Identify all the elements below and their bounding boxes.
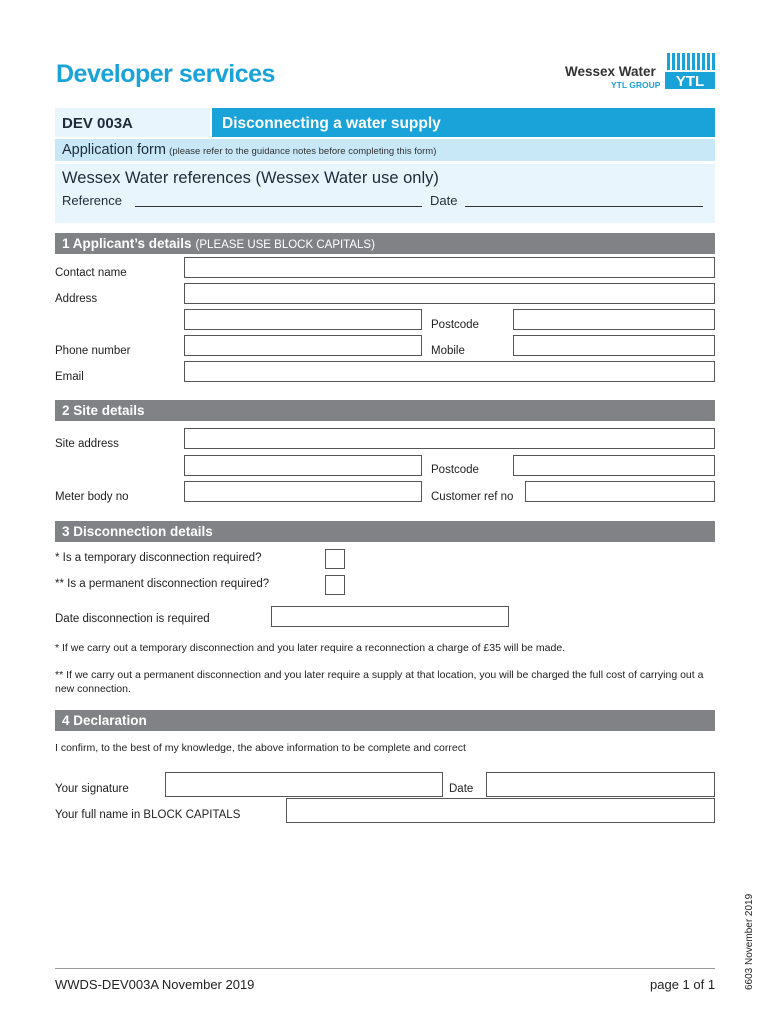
- declaration-date-label: Date: [449, 783, 474, 795]
- form-code: DEV 003A: [55, 108, 210, 137]
- email-label: Email: [55, 371, 84, 383]
- address-label: Address: [55, 293, 98, 305]
- section-1-title: 1 Applicant’s details: [62, 236, 192, 251]
- ref-date-label: Date: [430, 193, 458, 208]
- contact-name-label: Contact name: [55, 267, 127, 279]
- postcode-field[interactable]: [513, 309, 715, 330]
- page-number: page 1 of 1: [650, 977, 716, 992]
- section-3-title: 3 Disconnection details: [62, 524, 213, 539]
- section-4-header: [55, 710, 715, 731]
- contact-name-field[interactable]: [184, 257, 715, 278]
- page-title: Developer services: [56, 60, 275, 88]
- application-form-bar: [55, 139, 715, 161]
- permanent-checkbox[interactable]: [325, 575, 345, 595]
- references-panel: [55, 164, 715, 223]
- application-form-note: (please refer to the guidance notes before completing this form): [169, 146, 437, 157]
- signature-field[interactable]: [165, 772, 443, 797]
- section-4-title: 4 Declaration: [62, 713, 147, 728]
- meter-body-field[interactable]: [184, 481, 422, 502]
- form-title: Disconnecting a water supply: [212, 108, 715, 137]
- footer-code: WWDS-DEV003A November 2019: [55, 977, 255, 992]
- mobile-label: Mobile: [431, 345, 465, 357]
- customer-ref-field[interactable]: [525, 481, 715, 502]
- reference-line[interactable]: [135, 206, 422, 207]
- temporary-checkbox[interactable]: [325, 549, 345, 569]
- meter-body-label: Meter body no: [55, 491, 129, 503]
- logo-group: YTL GROUP: [611, 80, 661, 90]
- full-name-field[interactable]: [286, 798, 715, 823]
- ref-date-line[interactable]: [465, 206, 703, 207]
- section-2-title: 2 Site details: [62, 403, 145, 418]
- customer-ref-label: Customer ref no: [431, 491, 514, 503]
- section-1-header: [55, 233, 715, 254]
- permanent-note: ** If we carry out a permanent disconnection and you later require a supply at that location, you will be charged the full cost of carrying out a new connection.: [55, 669, 704, 695]
- reference-label: Reference: [62, 193, 122, 208]
- site-address-field-1[interactable]: [184, 428, 715, 449]
- temporary-question: * Is a temporary disconnection required?: [55, 552, 262, 564]
- references-heading: Wessex Water references (Wessex Water use only): [62, 169, 439, 187]
- address-field-2[interactable]: [184, 309, 422, 330]
- address-field-1[interactable]: [184, 283, 715, 304]
- vertical-date: 6603 November 2019: [744, 893, 755, 990]
- date-required-field[interactable]: [271, 606, 509, 627]
- ytl-logo-icon: [665, 53, 715, 89]
- phone-field[interactable]: [184, 335, 422, 356]
- date-required-label: Date disconnection is required: [55, 613, 210, 625]
- site-postcode-field[interactable]: [513, 455, 715, 476]
- application-form-label: Application form: [62, 142, 166, 158]
- phone-label: Phone number: [55, 345, 131, 357]
- temporary-note: * If we carry out a temporary disconnection and you later require a reconnection a charge of £35 will be made.: [55, 642, 566, 654]
- postcode-label: Postcode: [431, 319, 479, 331]
- site-postcode-label: Postcode: [431, 464, 479, 476]
- signature-label: Your signature: [55, 783, 129, 795]
- declaration-date-field[interactable]: [486, 772, 715, 797]
- section-3-header: [55, 521, 715, 542]
- logo-mark-text: YTL: [675, 73, 705, 89]
- logo-name: Wessex Water: [565, 64, 656, 79]
- declaration-text: I confirm, to the best of my knowledge, the above information to be complete and correct: [55, 742, 466, 754]
- site-address-field-2[interactable]: [184, 455, 422, 476]
- email-field[interactable]: [184, 361, 715, 382]
- full-name-label: Your full name in BLOCK CAPITALS: [55, 809, 241, 821]
- site-address-label: Site address: [55, 438, 119, 450]
- footer-divider: [55, 968, 715, 969]
- mobile-field[interactable]: [513, 335, 715, 356]
- section-2-header: [55, 400, 715, 421]
- permanent-question: ** Is a permanent disconnection required?: [55, 578, 270, 590]
- section-1-sub: (PLEASE USE BLOCK CAPITALS): [195, 239, 375, 251]
